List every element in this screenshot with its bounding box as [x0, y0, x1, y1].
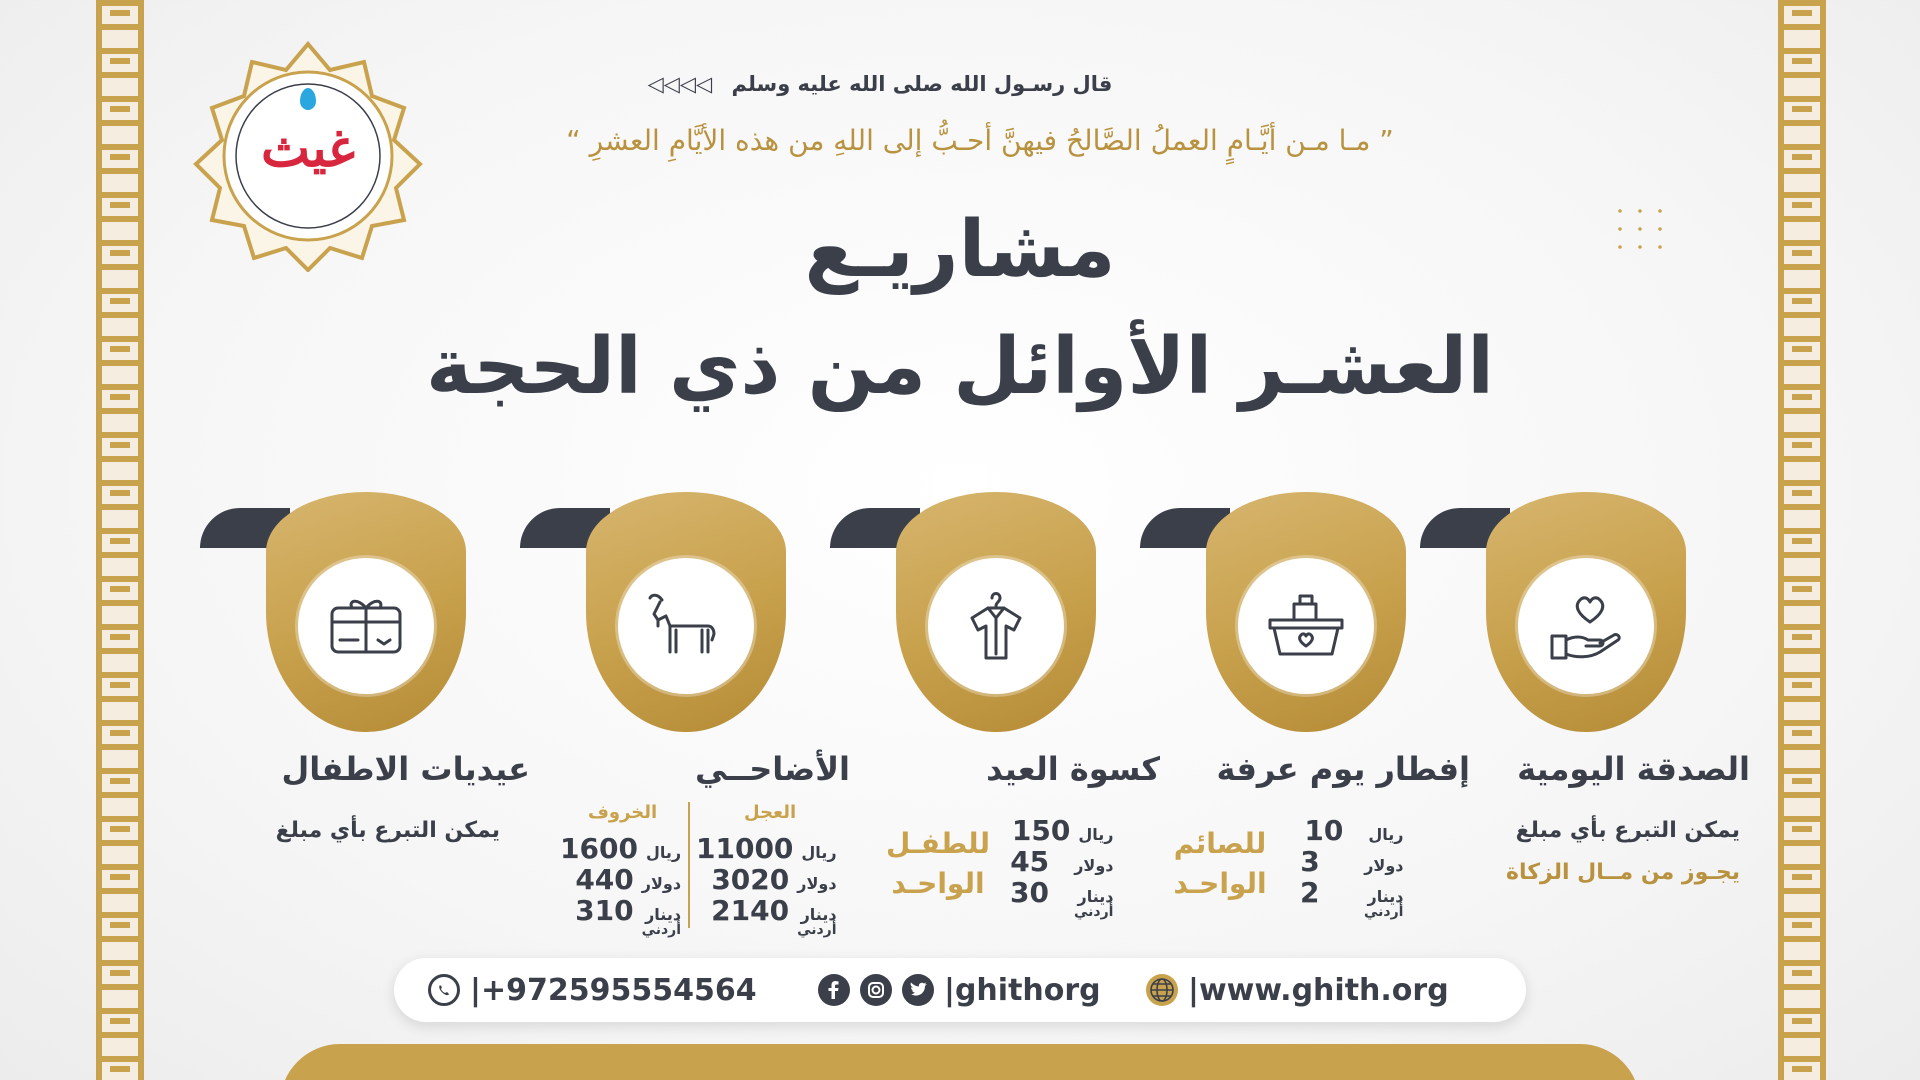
whatsapp-icon: [428, 974, 460, 1006]
price-value: 3: [1300, 845, 1320, 878]
price-unit: دينار أردني: [641, 905, 682, 938]
price-unit: ريال: [1368, 825, 1404, 844]
contact-bar: [394, 958, 1526, 1022]
price-row: [1300, 845, 1403, 876]
price-unit: دولار: [1364, 856, 1404, 875]
phone-number: |+972595554564: [470, 972, 757, 1008]
page-title-line2: العشـر الأوائل من ذي الحجة: [426, 322, 1494, 412]
price-row: [1300, 876, 1404, 920]
page-title-line1: مشاريـع: [804, 205, 1116, 295]
price-value: 10: [1304, 814, 1344, 847]
price-unit: دولار: [797, 874, 837, 893]
price-list: [1300, 814, 1404, 920]
price-value: 1600: [560, 832, 638, 865]
price-value: 45: [1010, 845, 1050, 878]
price-row: [696, 894, 837, 938]
price-unit: ريال: [645, 843, 682, 862]
card-title: الأضاحــي: [694, 750, 850, 788]
calf-price-list: [696, 832, 837, 938]
card-subtitle: يمكن التبرع بأي مبلغ: [275, 818, 500, 843]
price-value: 11000: [696, 832, 794, 865]
website-contact[interactable]: [1146, 958, 1449, 1022]
price-row: [696, 863, 837, 894]
price-row: [1010, 845, 1113, 876]
price-value: 150: [1011, 814, 1071, 847]
price-row: [1300, 814, 1403, 845]
price-unit: دولار: [1074, 856, 1114, 875]
price-value: 30: [1010, 876, 1049, 909]
zakat-note: يجـوز من مــال الزكاة: [1505, 860, 1740, 885]
price-unit: دينار أردني: [1074, 887, 1114, 920]
hadith-intro-text: قال رسـول الله صلى الله عليه وسلم: [731, 72, 1113, 96]
decorative-dots: [1610, 202, 1670, 252]
gift-card-icon: [298, 558, 434, 694]
footer-band: [280, 1044, 1640, 1080]
price-value: 2: [1300, 876, 1320, 909]
food-basket-icon: [1238, 558, 1374, 694]
price-row: [560, 894, 682, 938]
ghith-logo: [192, 40, 424, 272]
logo-text: غيث: [261, 118, 355, 179]
price-value: 440: [575, 863, 634, 896]
price-unit: دولار: [641, 874, 682, 893]
goat-icon: [618, 558, 754, 694]
price-unit: ريال: [1078, 825, 1114, 844]
card-title: عيديات الاطفال: [281, 750, 530, 788]
facebook-icon[interactable]: [818, 974, 850, 1006]
price-unit: ريال: [801, 843, 837, 862]
greek-key-border-right: [1778, 0, 1826, 1080]
price-list: [1010, 814, 1114, 920]
hadith-quote: ” مـا مـن أيَّـامٍ العملُ الصَّالحُ فيهنَّ أحـبُّ إلى اللهِ من هذه الأيَّامِ العشرِ “: [566, 124, 1394, 157]
per-child-label: للطفـل الواحـد: [886, 827, 990, 900]
price-row: [560, 832, 681, 863]
price-row: [696, 832, 837, 863]
sheep-label: الخروف: [588, 802, 658, 823]
sheep-price-list: [560, 832, 682, 938]
hand-heart-icon: [1518, 558, 1654, 694]
hadith-intro: [560, 72, 1200, 96]
greek-key-border-left: [96, 0, 144, 1080]
arrows-icon: ◁◁◁◁: [647, 72, 713, 96]
calf-label: العجل: [744, 802, 797, 823]
price-unit: دينار أردني: [1364, 887, 1404, 920]
instagram-icon[interactable]: [860, 974, 892, 1006]
phone-contact[interactable]: [428, 958, 757, 1022]
per-person-label: للصائم الواحـد: [1173, 827, 1267, 900]
price-value: 3020: [711, 863, 790, 896]
column-divider: [688, 802, 690, 928]
card-subtitle: يمكن التبرع بأي مبلغ: [1515, 818, 1740, 843]
social-handle: |ghithorg: [944, 972, 1101, 1008]
card-title: كسوة العيد: [986, 750, 1160, 788]
twitter-icon[interactable]: [902, 974, 934, 1006]
social-contact[interactable]: [818, 958, 1101, 1022]
globe-icon: [1146, 974, 1178, 1006]
price-row: [560, 863, 681, 894]
price-row: [1010, 876, 1114, 920]
price-value: 2140: [711, 894, 790, 927]
website-url[interactable]: |www.ghith.org: [1188, 972, 1449, 1008]
water-drop-icon: [300, 88, 316, 110]
card-title: إفطار يوم عرفة: [1216, 750, 1470, 788]
card-title: الصدقة اليومية: [1517, 750, 1750, 788]
price-unit: دينار أردني: [797, 905, 837, 938]
price-row: [1010, 814, 1113, 845]
price-value: 310: [575, 894, 634, 927]
clothes-hanger-icon: [928, 558, 1064, 694]
